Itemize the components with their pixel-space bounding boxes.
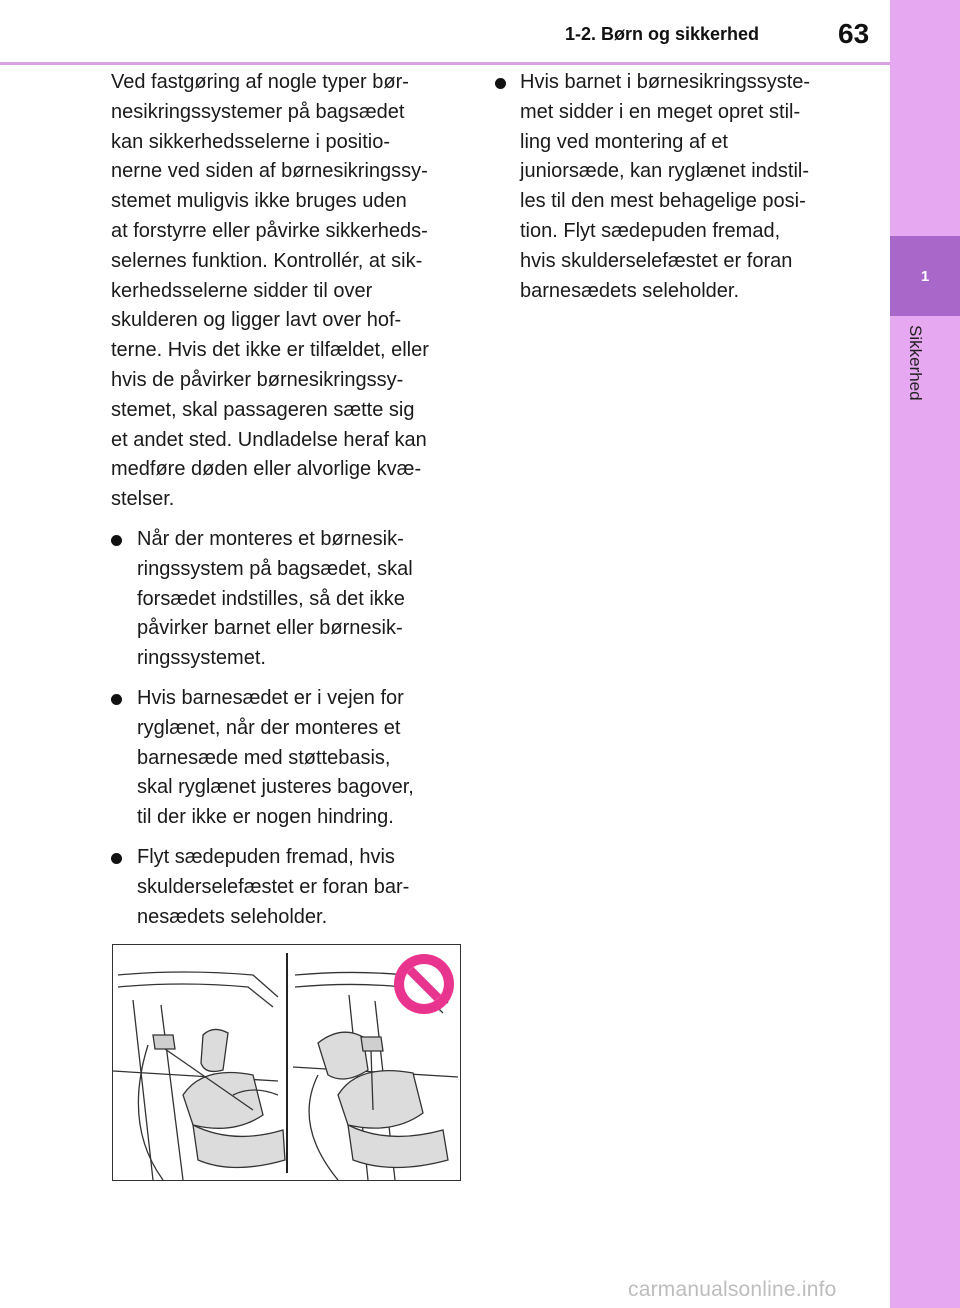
bullet-dot-icon [495,78,506,89]
text-line: at forstyrre eller påvirke sikkerheds- [111,219,428,242]
text-line: skulderselefæstet er foran bar- [137,875,410,898]
text-line: ling ved montering af et [520,130,728,153]
text-line: ryglænet, når der monteres et [137,716,401,739]
right-column [495,68,850,306]
header-divider [0,62,890,65]
chapter-number: 1 [920,267,930,285]
text-line: juniorsæde, kan ryglænet indstil- [520,160,810,183]
footer-watermark: carmanualsonline.info [628,1278,837,1301]
text-line: skulderen og ligger lavt over hof- [111,309,402,332]
chapter-tab[interactable] [890,236,960,316]
text-line: kerhedsselerne sidder til over [111,279,373,302]
page-number: 63 [838,18,870,49]
text-line: nesikringssystemer på bagsædet [111,100,405,123]
bullet-item [495,68,850,306]
prohibition-icon [394,954,454,1014]
text-line: barnesædets seleholder. [520,279,740,302]
text-line: Flyt sædepuden fremad, hvis [137,845,395,868]
text-line: medføre døden eller alvorlige kvæ- [111,458,422,481]
section-title: 1-2. Børn og sikkerhed [565,24,760,44]
text-line: ringssystemet. [137,647,266,670]
text-line: Hvis barnet i børnesikringssyste- [520,71,811,93]
text-line: Hvis barnesædet er i vejen for [137,686,404,709]
text-line: Ved fastgøring af nogle typer bør- [111,71,409,93]
text-line: ringssystem på bagsædet, skal [137,557,413,580]
text-line: nerne ved siden af børnesikringssy- [111,160,428,183]
text-line: forsædet indstilles, så det ikke [137,587,405,610]
bullet-item [111,525,471,674]
text-line: til der ikke er nogen hindring. [137,806,394,829]
bullet-item [111,843,471,932]
text-line: les til den mest behagelige posi- [520,190,806,213]
text-line: terne. Hvis det ikke er tilfældet, eller [111,339,429,362]
text-line: stemet muligvis ikke bruges uden [111,190,407,213]
intro-paragraph [111,68,471,515]
chapter-sidebar [890,0,960,1308]
text-line: tion. Flyt sædepuden fremad, [520,219,781,242]
text-line: nesædets seleholder. [137,905,328,928]
bullet-dot-icon [111,694,122,705]
text-line: barnesæde med støttebasis, [137,746,391,769]
bullet-dot-icon [111,853,122,864]
child-seat-drawing [113,945,460,1180]
child-seat-illustration [112,944,461,1181]
text-line: met sidder i en meget opret stil- [520,100,801,123]
left-column [111,68,471,932]
correct-installation-panel [113,972,285,1180]
text-line: stelser. [111,488,175,511]
chapter-label: Sikkerhed [906,325,925,401]
text-line: et andet sted. Undladelse heraf kan [111,428,427,451]
text-line: hvis skulderselefæstet er foran [520,249,793,272]
text-line: selernes funktion. Kontrollér, at sik- [111,249,423,272]
text-line: påvirker barnet eller børnesik- [137,617,403,640]
bullet-item [111,684,471,833]
text-line: hvis de påvirker børnesikringssy- [111,368,404,391]
bullet-dot-icon [111,535,122,546]
text-line: stemet, skal passageren sætte sig [111,398,415,421]
text-line: skal ryglænet justeres bagover, [137,776,414,799]
text-line: Når der monteres et børnesik- [137,527,404,550]
text-line: kan sikkerhedsselerne i positio- [111,130,391,153]
